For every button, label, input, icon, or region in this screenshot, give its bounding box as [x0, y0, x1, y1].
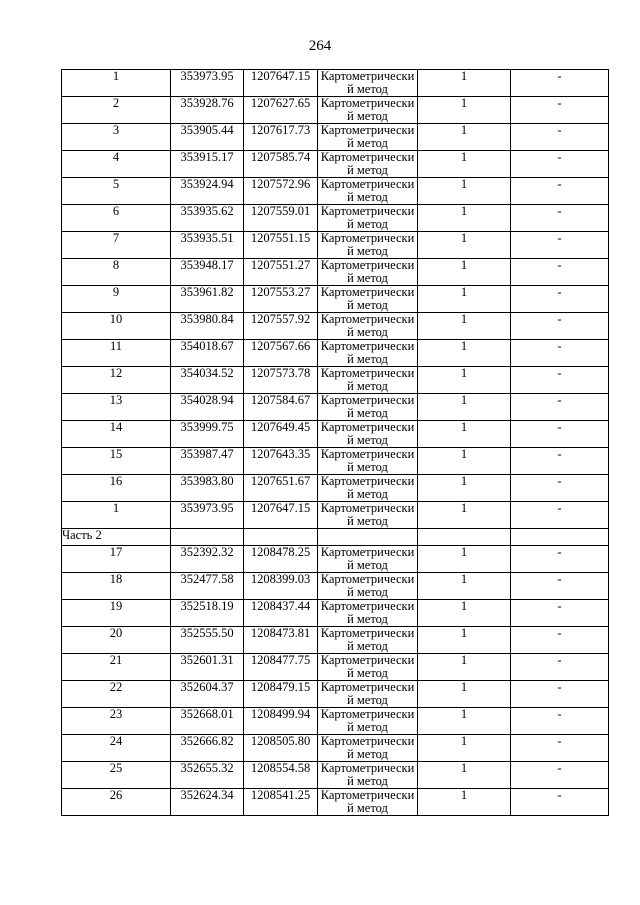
point-number-cell: 9 [62, 286, 171, 313]
y-coordinate-cell: 1207572.96 [244, 178, 318, 205]
point-number-cell: 1 [62, 502, 171, 529]
y-coordinate-cell: 1207584.67 [244, 394, 318, 421]
method-text-line2: й метод [347, 136, 388, 150]
empty-cell [318, 529, 418, 546]
part-header-row [62, 529, 609, 546]
accuracy-cell: 1 [418, 600, 511, 627]
empty-cell [418, 529, 511, 546]
method-text-line2: й метод [347, 325, 388, 339]
y-coordinate-cell: 1207573.78 [244, 367, 318, 394]
point-number-cell: 25 [62, 762, 171, 789]
table-row [62, 654, 609, 681]
method-text-line1: Картометрически [320, 680, 415, 694]
y-coordinate-cell: 1207551.27 [244, 259, 318, 286]
accuracy-cell: 1 [418, 313, 511, 340]
y-coordinate-cell: 1207643.35 [244, 448, 318, 475]
note-cell: - [511, 708, 609, 735]
method-text-line1: Картометрически [320, 258, 415, 272]
method-text-line1: Картометрически [320, 545, 415, 559]
point-number-cell: 8 [62, 259, 171, 286]
y-coordinate-cell: 1207647.15 [244, 502, 318, 529]
y-coordinate-cell: 1208477.75 [244, 654, 318, 681]
method-text-line1: Картометрически [320, 734, 415, 748]
method-cell [318, 178, 418, 205]
method-text-line2: й метод [347, 774, 388, 788]
x-coordinate-cell: 352601.31 [171, 654, 244, 681]
y-coordinate-cell: 1207627.65 [244, 97, 318, 124]
y-coordinate-cell: 1207551.15 [244, 232, 318, 259]
method-text-line1: Картометрически [320, 788, 415, 802]
table-row [62, 573, 609, 600]
point-number-cell: 16 [62, 475, 171, 502]
method-cell [318, 448, 418, 475]
method-text-line2: й метод [347, 379, 388, 393]
table-row [62, 259, 609, 286]
accuracy-cell: 1 [418, 502, 511, 529]
coordinates-table [61, 69, 609, 816]
x-coordinate-cell: 354034.52 [171, 367, 244, 394]
method-text-line1: Картометрически [320, 626, 415, 640]
y-coordinate-cell: 1207585.74 [244, 151, 318, 178]
y-coordinate-cell: 1208505.80 [244, 735, 318, 762]
part-label-cell: Часть 2 [62, 529, 171, 546]
note-cell: - [511, 70, 609, 97]
table-row [62, 97, 609, 124]
table-row [62, 789, 609, 816]
x-coordinate-cell: 352477.58 [171, 573, 244, 600]
accuracy-cell: 1 [418, 681, 511, 708]
note-cell: - [511, 232, 609, 259]
method-cell [318, 708, 418, 735]
point-number-cell: 11 [62, 340, 171, 367]
accuracy-cell: 1 [418, 367, 511, 394]
method-text-line2: й метод [347, 747, 388, 761]
accuracy-cell: 1 [418, 708, 511, 735]
accuracy-cell: 1 [418, 232, 511, 259]
note-cell: - [511, 286, 609, 313]
accuracy-cell: 1 [418, 448, 511, 475]
x-coordinate-cell: 353948.17 [171, 259, 244, 286]
empty-cell [511, 529, 609, 546]
x-coordinate-cell: 353915.17 [171, 151, 244, 178]
y-coordinate-cell: 1208478.25 [244, 546, 318, 573]
table-row [62, 178, 609, 205]
table-row [62, 735, 609, 762]
accuracy-cell: 1 [418, 124, 511, 151]
accuracy-cell: 1 [418, 286, 511, 313]
method-text-line2: й метод [347, 406, 388, 420]
method-cell [318, 600, 418, 627]
method-cell [318, 502, 418, 529]
accuracy-cell: 1 [418, 259, 511, 286]
method-text-line1: Картометрически [320, 366, 415, 380]
point-number-cell: 10 [62, 313, 171, 340]
point-number-cell: 18 [62, 573, 171, 600]
method-text-line2: й метод [347, 109, 388, 123]
point-number-cell: 7 [62, 232, 171, 259]
accuracy-cell: 1 [418, 475, 511, 502]
note-cell: - [511, 762, 609, 789]
method-text-line1: Картометрически [320, 339, 415, 353]
x-coordinate-cell: 352518.19 [171, 600, 244, 627]
method-text-line2: й метод [347, 82, 388, 96]
point-number-cell: 4 [62, 151, 171, 178]
accuracy-cell: 1 [418, 394, 511, 421]
method-cell [318, 124, 418, 151]
point-number-cell: 24 [62, 735, 171, 762]
accuracy-cell: 1 [418, 789, 511, 816]
x-coordinate-cell: 353980.84 [171, 313, 244, 340]
table-row [62, 151, 609, 178]
method-cell [318, 286, 418, 313]
method-text-line1: Картометрически [320, 393, 415, 407]
point-number-cell: 17 [62, 546, 171, 573]
x-coordinate-cell: 354018.67 [171, 340, 244, 367]
accuracy-cell: 1 [418, 340, 511, 367]
y-coordinate-cell: 1208399.03 [244, 573, 318, 600]
method-text-line1: Картометрически [320, 285, 415, 299]
note-cell: - [511, 681, 609, 708]
y-coordinate-cell: 1208541.25 [244, 789, 318, 816]
method-text-line1: Картометрически [320, 204, 415, 218]
note-cell: - [511, 151, 609, 178]
method-text-line1: Картометрически [320, 177, 415, 191]
method-text-line1: Картометрически [320, 572, 415, 586]
table-row [62, 681, 609, 708]
accuracy-cell: 1 [418, 546, 511, 573]
table-row [62, 546, 609, 573]
x-coordinate-cell: 353961.82 [171, 286, 244, 313]
table-row [62, 340, 609, 367]
table-row [62, 600, 609, 627]
table-row [62, 448, 609, 475]
y-coordinate-cell: 1208554.58 [244, 762, 318, 789]
method-text-line2: й метод [347, 298, 388, 312]
method-text-line2: й метод [347, 801, 388, 815]
x-coordinate-cell: 352604.37 [171, 681, 244, 708]
point-number-cell: 5 [62, 178, 171, 205]
method-text-line1: Картометрически [320, 501, 415, 515]
note-cell: - [511, 475, 609, 502]
point-number-cell: 22 [62, 681, 171, 708]
point-number-cell: 1 [62, 70, 171, 97]
x-coordinate-cell: 352666.82 [171, 735, 244, 762]
x-coordinate-cell: 352668.01 [171, 708, 244, 735]
note-cell: - [511, 789, 609, 816]
x-coordinate-cell: 353935.51 [171, 232, 244, 259]
method-cell [318, 654, 418, 681]
x-coordinate-cell: 353973.95 [171, 70, 244, 97]
method-cell [318, 70, 418, 97]
y-coordinate-cell: 1207649.45 [244, 421, 318, 448]
y-coordinate-cell: 1207567.66 [244, 340, 318, 367]
method-text-line1: Картометрически [320, 474, 415, 488]
method-text-line2: й метод [347, 639, 388, 653]
method-cell [318, 421, 418, 448]
table-row [62, 313, 609, 340]
note-cell: - [511, 394, 609, 421]
method-cell [318, 151, 418, 178]
x-coordinate-cell: 352624.34 [171, 789, 244, 816]
method-cell [318, 313, 418, 340]
x-coordinate-cell: 353987.47 [171, 448, 244, 475]
empty-cell [244, 529, 318, 546]
point-number-cell: 2 [62, 97, 171, 124]
method-cell [318, 546, 418, 573]
x-coordinate-cell: 352392.32 [171, 546, 244, 573]
x-coordinate-cell: 352555.50 [171, 627, 244, 654]
table-row [62, 708, 609, 735]
note-cell: - [511, 654, 609, 681]
point-number-cell: 21 [62, 654, 171, 681]
method-text-line2: й метод [347, 558, 388, 572]
method-cell [318, 762, 418, 789]
method-text-line2: й метод [347, 271, 388, 285]
method-text-line2: й метод [347, 460, 388, 474]
y-coordinate-cell: 1207559.01 [244, 205, 318, 232]
note-cell: - [511, 421, 609, 448]
note-cell: - [511, 546, 609, 573]
accuracy-cell: 1 [418, 654, 511, 681]
note-cell: - [511, 313, 609, 340]
table-row [62, 367, 609, 394]
table-row [62, 286, 609, 313]
method-text-line1: Картометрически [320, 150, 415, 164]
coordinates-table-body [62, 70, 609, 816]
method-text-line2: й метод [347, 190, 388, 204]
empty-cell [171, 529, 244, 546]
method-text-line1: Картометрически [320, 231, 415, 245]
method-text-line2: й метод [347, 514, 388, 528]
accuracy-cell: 1 [418, 97, 511, 124]
y-coordinate-cell: 1208437.44 [244, 600, 318, 627]
table-row [62, 205, 609, 232]
method-cell [318, 232, 418, 259]
x-coordinate-cell: 353905.44 [171, 124, 244, 151]
table-row [62, 232, 609, 259]
method-text-line2: й метод [347, 433, 388, 447]
point-number-cell: 19 [62, 600, 171, 627]
method-cell [318, 681, 418, 708]
point-number-cell: 15 [62, 448, 171, 475]
method-cell [318, 340, 418, 367]
note-cell: - [511, 124, 609, 151]
y-coordinate-cell: 1208473.81 [244, 627, 318, 654]
method-cell [318, 394, 418, 421]
x-coordinate-cell: 353928.76 [171, 97, 244, 124]
y-coordinate-cell: 1207553.27 [244, 286, 318, 313]
y-coordinate-cell: 1207557.92 [244, 313, 318, 340]
y-coordinate-cell: 1208499.94 [244, 708, 318, 735]
method-text-line1: Картометрически [320, 123, 415, 137]
method-cell [318, 573, 418, 600]
point-number-cell: 6 [62, 205, 171, 232]
accuracy-cell: 1 [418, 627, 511, 654]
x-coordinate-cell: 353983.80 [171, 475, 244, 502]
method-text-line2: й метод [347, 666, 388, 680]
point-number-cell: 14 [62, 421, 171, 448]
note-cell: - [511, 259, 609, 286]
method-cell [318, 97, 418, 124]
method-cell [318, 475, 418, 502]
note-cell: - [511, 178, 609, 205]
accuracy-cell: 1 [418, 178, 511, 205]
y-coordinate-cell: 1207651.67 [244, 475, 318, 502]
x-coordinate-cell: 353935.62 [171, 205, 244, 232]
method-cell [318, 627, 418, 654]
note-cell: - [511, 448, 609, 475]
point-number-cell: 26 [62, 789, 171, 816]
note-cell: - [511, 573, 609, 600]
method-text-line1: Картометрически [320, 447, 415, 461]
point-number-cell: 3 [62, 124, 171, 151]
y-coordinate-cell: 1208479.15 [244, 681, 318, 708]
method-text-line1: Картометрически [320, 96, 415, 110]
method-text-line1: Картометрически [320, 707, 415, 721]
note-cell: - [511, 367, 609, 394]
point-number-cell: 20 [62, 627, 171, 654]
note-cell: - [511, 97, 609, 124]
method-text-line2: й метод [347, 693, 388, 707]
y-coordinate-cell: 1207647.15 [244, 70, 318, 97]
page-number: 264 [308, 38, 332, 54]
point-number-cell: 13 [62, 394, 171, 421]
method-text-line2: й метод [347, 217, 388, 231]
accuracy-cell: 1 [418, 735, 511, 762]
note-cell: - [511, 502, 609, 529]
method-text-line1: Картометрически [320, 420, 415, 434]
y-coordinate-cell: 1207617.73 [244, 124, 318, 151]
note-cell: - [511, 735, 609, 762]
method-cell [318, 205, 418, 232]
table-row [62, 475, 609, 502]
table-row [62, 421, 609, 448]
accuracy-cell: 1 [418, 205, 511, 232]
method-text-line1: Картометрически [320, 653, 415, 667]
method-text-line2: й метод [347, 720, 388, 734]
method-text-line1: Картометрически [320, 761, 415, 775]
method-text-line1: Картометрически [320, 312, 415, 326]
method-text-line2: й метод [347, 612, 388, 626]
accuracy-cell: 1 [418, 151, 511, 178]
table-row [62, 70, 609, 97]
method-text-line2: й метод [347, 352, 388, 366]
method-cell [318, 789, 418, 816]
method-text-line1: Картометрически [320, 599, 415, 613]
note-cell: - [511, 340, 609, 367]
table-row [62, 627, 609, 654]
x-coordinate-cell: 352655.32 [171, 762, 244, 789]
x-coordinate-cell: 353973.95 [171, 502, 244, 529]
method-cell [318, 367, 418, 394]
method-text-line2: й метод [347, 244, 388, 258]
point-number-cell: 12 [62, 367, 171, 394]
x-coordinate-cell: 353999.75 [171, 421, 244, 448]
method-text-line2: й метод [347, 487, 388, 501]
table-row [62, 394, 609, 421]
accuracy-cell: 1 [418, 573, 511, 600]
table-row [62, 124, 609, 151]
method-cell [318, 735, 418, 762]
x-coordinate-cell: 354028.94 [171, 394, 244, 421]
accuracy-cell: 1 [418, 70, 511, 97]
accuracy-cell: 1 [418, 421, 511, 448]
method-text-line2: й метод [347, 585, 388, 599]
method-text-line2: й метод [347, 163, 388, 177]
note-cell: - [511, 627, 609, 654]
note-cell: - [511, 600, 609, 627]
table-row [62, 762, 609, 789]
point-number-cell: 23 [62, 708, 171, 735]
note-cell: - [511, 205, 609, 232]
x-coordinate-cell: 353924.94 [171, 178, 244, 205]
method-cell [318, 259, 418, 286]
accuracy-cell: 1 [418, 762, 511, 789]
table-row [62, 502, 609, 529]
method-text-line1: Картометрически [320, 69, 415, 83]
